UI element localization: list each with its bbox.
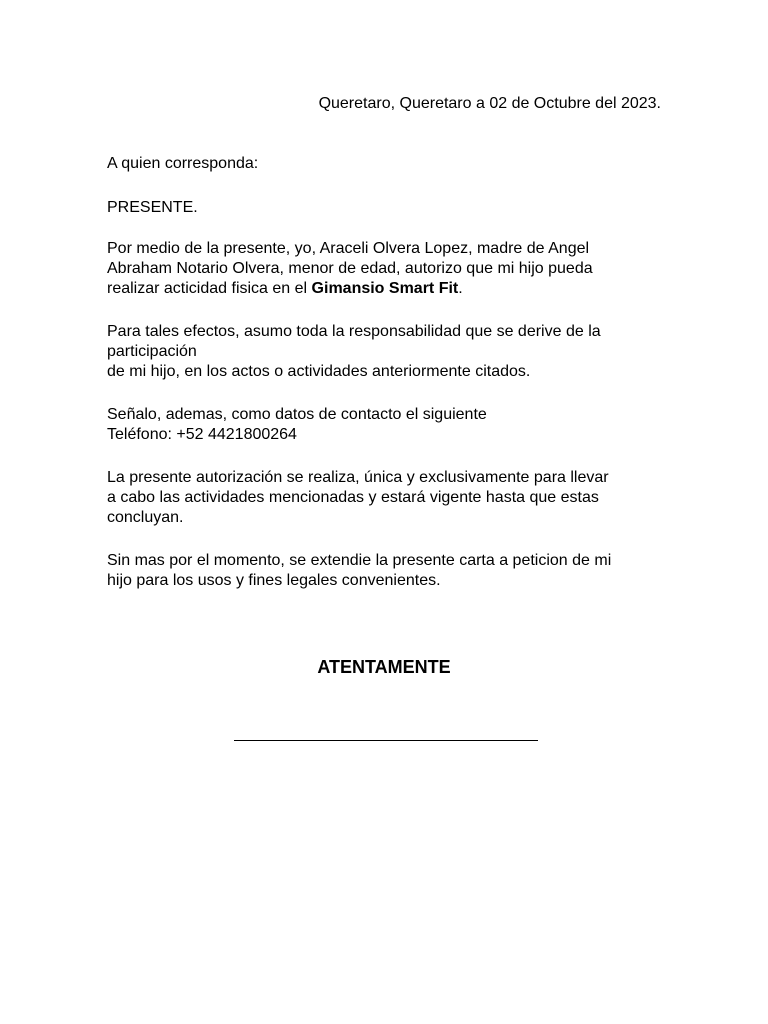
paragraph-line: Sin mas por el momento, se extendie la presente carta a peticion de mi [107, 552, 612, 569]
presente-heading: PRESENTE. [107, 199, 198, 216]
paragraph-validity [107, 468, 667, 528]
paragraph-line: concluyan. [107, 509, 184, 526]
paragraph-line: Señalo, ademas, como datos de contacto el siguiente [107, 406, 487, 423]
paragraph-line: de mi hijo, en los actos o actividades anteriormente citados. [107, 363, 531, 380]
date-line: Queretaro, Queretaro a 02 de Octubre del 2023. [318, 95, 661, 112]
text-run: realizar acticidad fisica en el [107, 280, 312, 297]
signature-line [234, 740, 538, 741]
paragraph-responsibility [107, 322, 667, 382]
text-run: . [458, 280, 463, 297]
phone-line: Teléfono: +52 4421800264 [107, 426, 297, 443]
paragraph-line: participación [107, 343, 197, 360]
paragraph-line: La presente autorización se realiza, única y exclusivamente para llevar [107, 469, 609, 486]
paragraph-line [107, 279, 667, 299]
closing-atentamente: ATENTAMENTE [317, 657, 451, 677]
paragraph-line: a cabo las actividades mencionadas y estará vigente hasta que estas [107, 489, 599, 506]
paragraph-line: Para tales efectos, asumo toda la responsabilidad que se derive de la [107, 323, 601, 340]
paragraph-contact [107, 405, 667, 445]
paragraph-closing [107, 551, 667, 591]
paragraph-authorization [107, 239, 667, 299]
paragraph-line: Abraham Notario Olvera, menor de edad, autorizo que mi hijo pueda [107, 260, 593, 277]
salutation: A quien corresponda: [107, 155, 259, 172]
gym-name: Gimansio Smart Fit [311, 280, 459, 297]
paragraph-line: Por medio de la presente, yo, Araceli Olvera Lopez, madre de Angel [107, 240, 590, 257]
paragraph-line: hijo para los usos y fines legales convenientes. [107, 572, 441, 589]
